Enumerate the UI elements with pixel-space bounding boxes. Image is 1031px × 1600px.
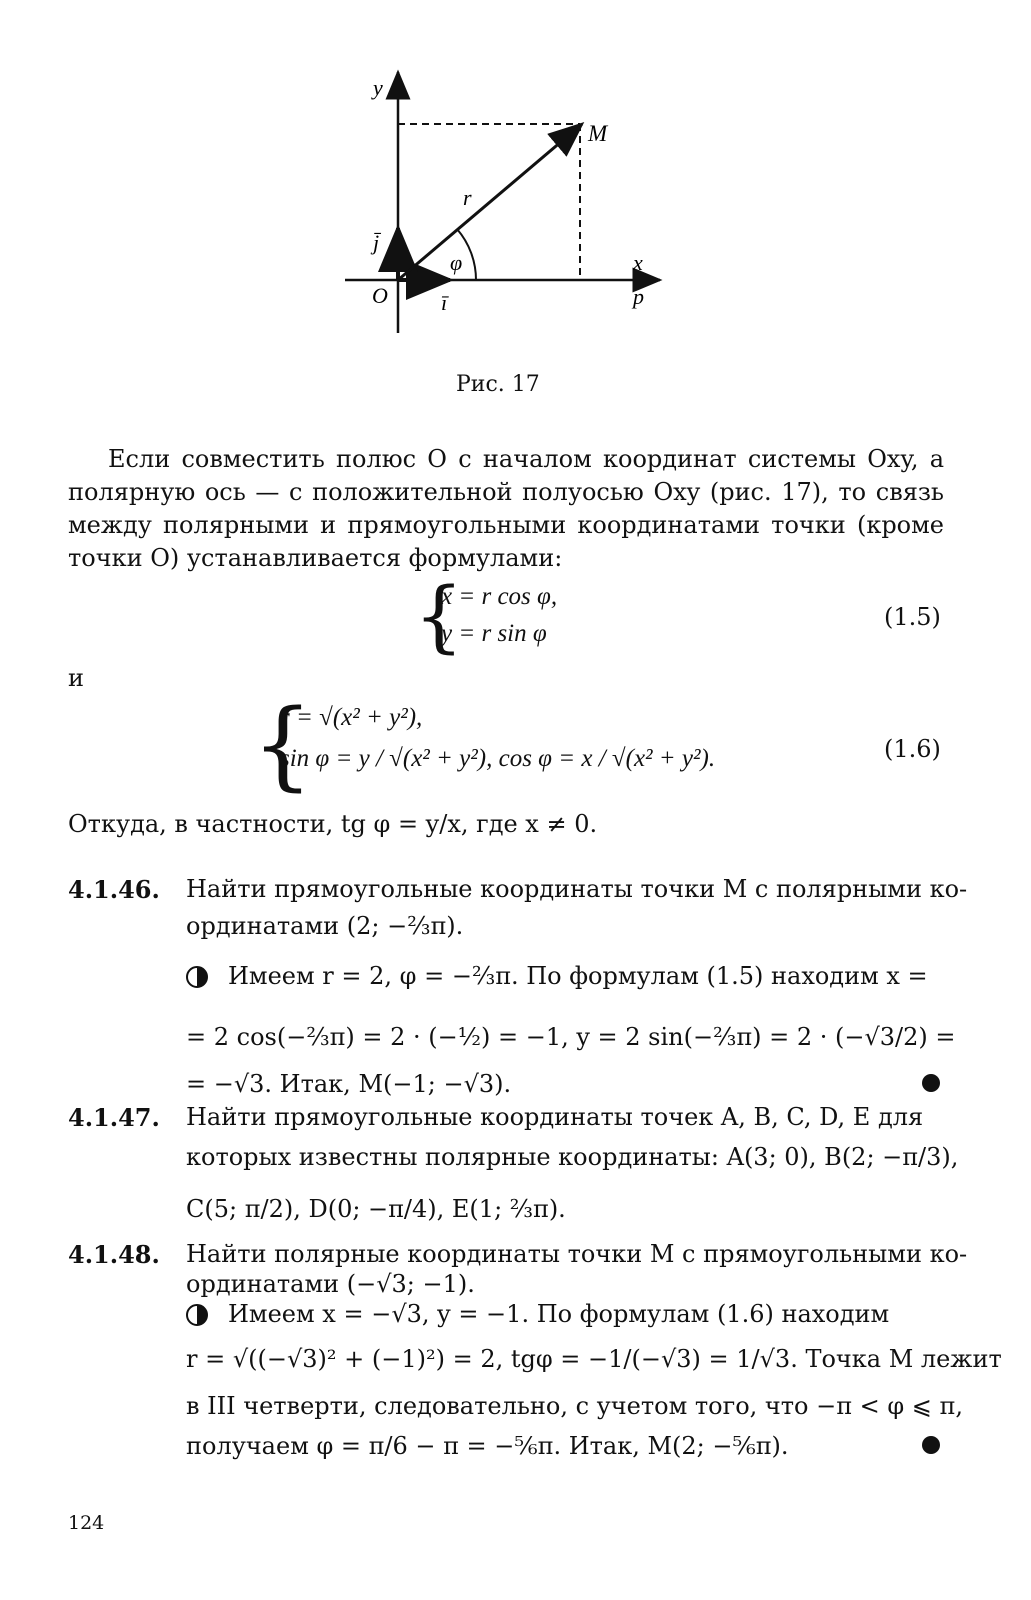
problem-statement-line: C(5; π/2), D(0; −π/4), E(1; ⅔π).: [186, 1195, 566, 1223]
problem-statement-line: ординатами (−√3; −1).: [186, 1270, 475, 1298]
label-p: p: [633, 284, 644, 309]
figure-polar-coordinates: [0, 0, 1031, 420]
problem-number: 4.1.47.: [68, 1103, 160, 1132]
formula-1-6-line1: r = √(x² + y²),: [280, 704, 423, 731]
label-x: x: [633, 250, 643, 275]
intro-paragraph: Если совместить полюс O с началом координат системы Oxy, а полярную ось — с положительной полуосью Oxy (рис. 17), то связь между полярными и прямоугольными координатами точки (кроме точки O) устанавливается формулами:: [68, 445, 944, 572]
solution-line: Имеем r = 2, φ = −⅔π. По формулам (1.5) находим x =: [228, 962, 928, 990]
solution-start-icon: [186, 966, 208, 988]
problem-statement-line: Найти полярные координаты точки M с прямоугольными ко-: [186, 1240, 968, 1268]
label-O: O: [372, 283, 388, 308]
label-i: ī: [441, 290, 448, 315]
problem-statement-line: Найти прямоугольные координаты точки M с полярными ко-: [186, 875, 968, 903]
conjunction-and: и: [68, 664, 84, 692]
problem-number: 4.1.48.: [68, 1240, 160, 1269]
solution-end-icon: [922, 1436, 940, 1454]
label-M: M: [588, 121, 608, 146]
solution-line: r = √((−√3)² + (−1)²) = 2, tgφ = −1/(−√3) = 1/√3. Точка M лежит: [186, 1345, 1002, 1373]
problem-statement-line: Найти прямоугольные координаты точек A, B, C, D, E для: [186, 1103, 924, 1131]
problem-statement-line: ординатами (2; −⅔π).: [186, 912, 464, 940]
problem-statement-line: которых известны полярные координаты: A(3; 0), B(2; −π/3),: [186, 1143, 959, 1171]
solution-end-icon: [922, 1074, 940, 1092]
solution-line: получаем φ = π/6 − π = −⅚π. Итак, M(2; −⅚π).: [186, 1432, 789, 1460]
corollary-line: Откуда, в частности, tg φ = y/x, где x ≠ 0.: [68, 810, 598, 838]
page-number: 124: [68, 1512, 105, 1534]
label-r: r: [463, 185, 472, 210]
problem-number: 4.1.46.: [68, 875, 160, 904]
solution-line: Имеем x = −√3, y = −1. По формулам (1.6) находим: [228, 1300, 890, 1328]
figure-caption: Рис. 17: [456, 372, 540, 397]
equation-number-1-5: (1.5): [884, 603, 941, 631]
radius-vector: [398, 124, 582, 280]
solution-line: = −√3. Итак, M(−1; −√3).: [186, 1070, 512, 1098]
solution-line: = 2 cos(−⅔π) = 2 · (−½) = −1, y = 2 sin(−⅔π) = 2 · (−√3/2) =: [186, 1023, 956, 1051]
brace-1-6: {: [252, 689, 314, 801]
solution-start-icon: [186, 1304, 208, 1326]
equation-number-1-6: (1.6): [884, 735, 941, 763]
label-phi: φ: [450, 250, 463, 275]
formula-1-6-line2: sin φ = y / √(x² + y²), cos φ = x / √(x² + y²).: [280, 745, 716, 772]
brace-1-5: {: [414, 572, 464, 662]
formula-1-5-line2: y = r sin φ: [441, 620, 547, 647]
solution-line: в III четверти, следовательно, с учетом того, что −π < φ ⩽ π,: [186, 1392, 963, 1420]
label-y: y: [373, 75, 383, 100]
formula-1-5-line1: x = r cos φ,: [441, 583, 558, 610]
label-j: j̄: [373, 230, 380, 255]
